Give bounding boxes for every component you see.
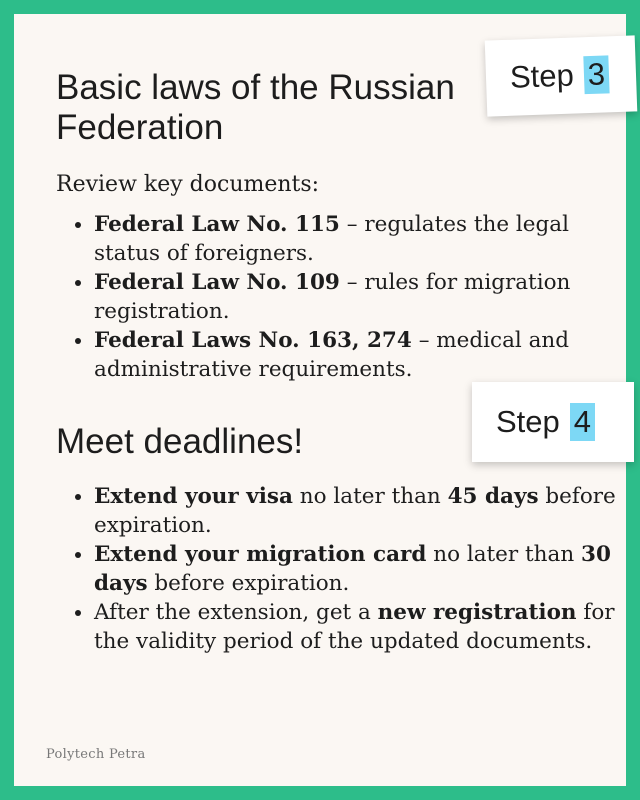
intro-text: Review key documents: (56, 172, 320, 197)
deadline-text: for the validity period of the updated documents. (94, 600, 615, 654)
deadline-action: new registration (377, 600, 577, 625)
list-item (94, 482, 634, 540)
deadline-text: no later than (292, 484, 448, 509)
step-label: Step (509, 57, 575, 95)
brand-name: Polytech Petra (46, 747, 146, 762)
section-title-basic-laws: Basic laws of the Russian Federation (56, 68, 455, 147)
step-3-badge (485, 35, 638, 116)
step-label: Step (496, 404, 560, 439)
list-item (94, 210, 634, 268)
section-title-deadlines: Meet deadlines! (56, 422, 304, 461)
list-item (94, 598, 634, 656)
deadlines-list (56, 482, 634, 656)
deadline-text: no later than (426, 542, 582, 567)
law-description: – regulates the legal status of foreigners. (94, 212, 569, 266)
list-item (94, 326, 634, 384)
law-description: – medical and administrative requirements. (94, 328, 570, 382)
law-name: Federal Law No. 109 (94, 270, 340, 295)
deadline-text: before expiration. (94, 484, 616, 538)
deadline-text: before expiration. (147, 571, 350, 596)
list-item (94, 540, 634, 598)
step-4-badge (472, 382, 634, 462)
deadline-period: 45 days (447, 484, 539, 509)
list-item (94, 268, 634, 326)
deadline-text: After the extension, get a (94, 600, 378, 625)
deadline-action: Extend your migration card (94, 542, 427, 567)
step-number: 4 (570, 403, 595, 441)
deadline-action: Extend your visa (94, 484, 293, 509)
laws-list (56, 210, 634, 384)
step-number: 3 (583, 55, 610, 94)
law-description: – rules for migration registration. (94, 270, 571, 324)
law-name: Federal Law No. 115 (94, 212, 340, 237)
deadline-period: 30 days (94, 542, 611, 596)
law-name: Federal Laws No. 163, 274 (94, 328, 412, 353)
